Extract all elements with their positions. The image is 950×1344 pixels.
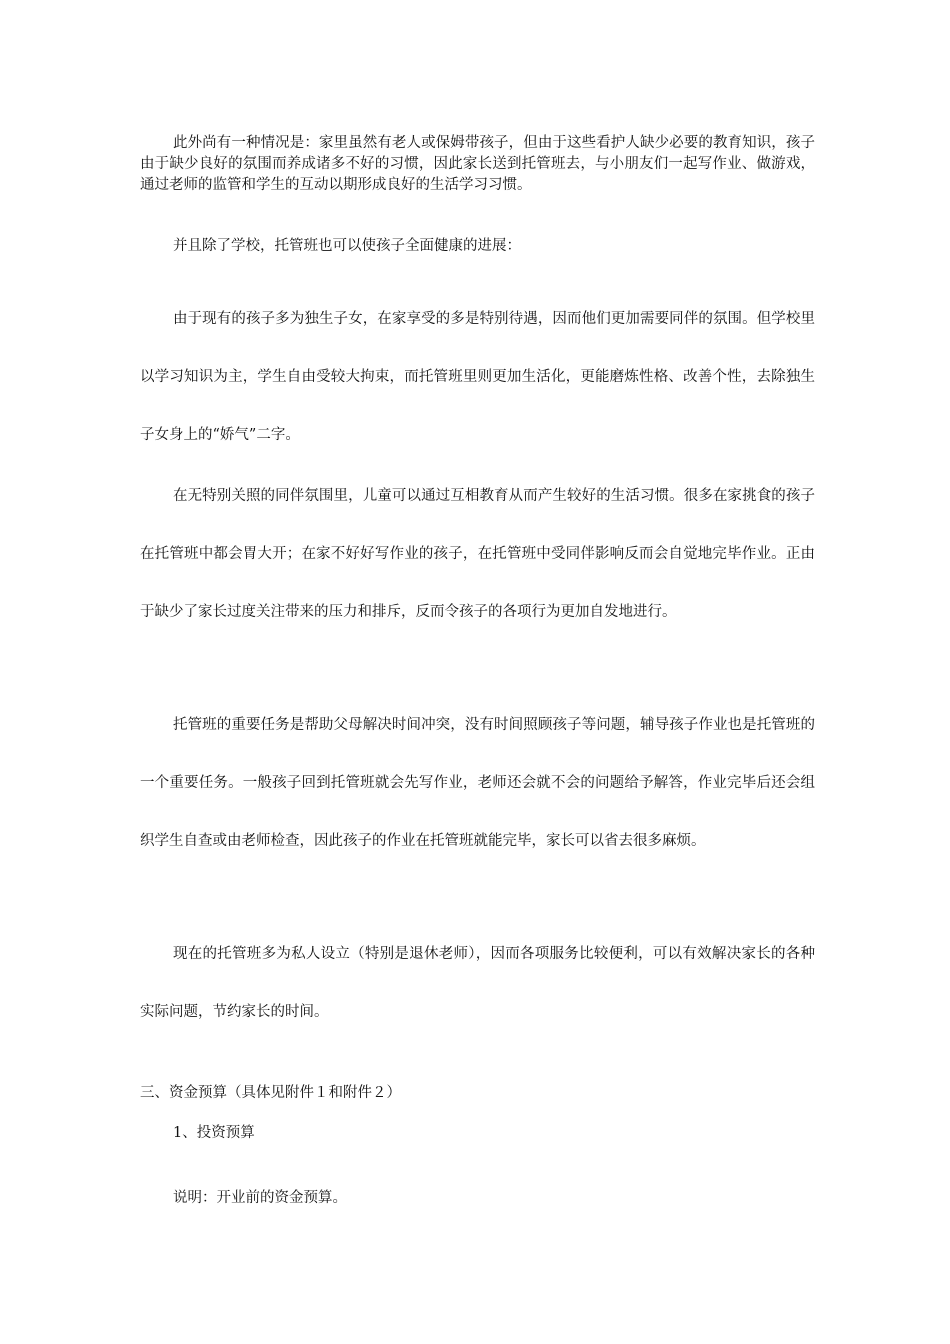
paragraph-intro-development: 并且除了学校，托管班也可以使孩子全面健康的进展： (173, 238, 521, 254)
sub-item-investment-budget: 1、投资预算 (173, 1125, 255, 1141)
paragraph-care-situation: 此外尚有一种情况是：家里虽然有老人或保姆带孩子，但由于这些看护人缺少必要的教育知识，孩子由于缺少良好的氛围而养成诸多不好的习惯，因此家长送到托管班去，与小朋友们一起写作业、做游戏，通过老师的监管和学生的互动以期形成良好的生活学习习惯。 (140, 135, 815, 193)
paragraph-only-children: 由于现有的孩子多为独生子女，在家享受的多是特别待遇，因而他们更加需要同伴的氛围。但学校里以学习知识为主，学生自由受较大拘束，而托管班里则更加生活化，更能磨炼性格、改善个性，去除独生子女身上的“娇气”二字。 (140, 311, 815, 443)
section-heading-budget: 三、资金预算（具体见附件１和附件２） (140, 1085, 401, 1101)
paragraph-main-task: 托管班的重要任务是帮助父母解决时间冲突，没有时间照顾孩子等问题，辅导孩子作业也是托管班的一个重要任务。一般孩子回到托管班就会先写作业，老师还会就不会的问题给予解答，作业完毕后还会组织学生自查或由老师检查，因此孩子的作业在托管班就能完毕，家长可以省去很多麻烦。 (140, 717, 815, 849)
note-pre-opening-budget: 说明：开业前的资金预算。 (173, 1190, 347, 1206)
paragraph-private-classes: 现在的托管班多为私人设立（特别是退休老师），因而各项服务比较便利，可以有效解决家长的各种实际问题，节约家长的时间。 (140, 946, 815, 1020)
paragraph-peer-environment: 在无特别关照的同伴氛围里，儿童可以通过互相教育从而产生较好的生活习惯。很多在家挑食的孩子在托管班中都会胃大开；在家不好好写作业的孩子，在托管班中受同伴影响反而会自觉地完毕作业。正由于缺少了家长过度关注带来的压力和排斥，反而令孩子的各项行为更加自发地进行。 (140, 488, 815, 620)
